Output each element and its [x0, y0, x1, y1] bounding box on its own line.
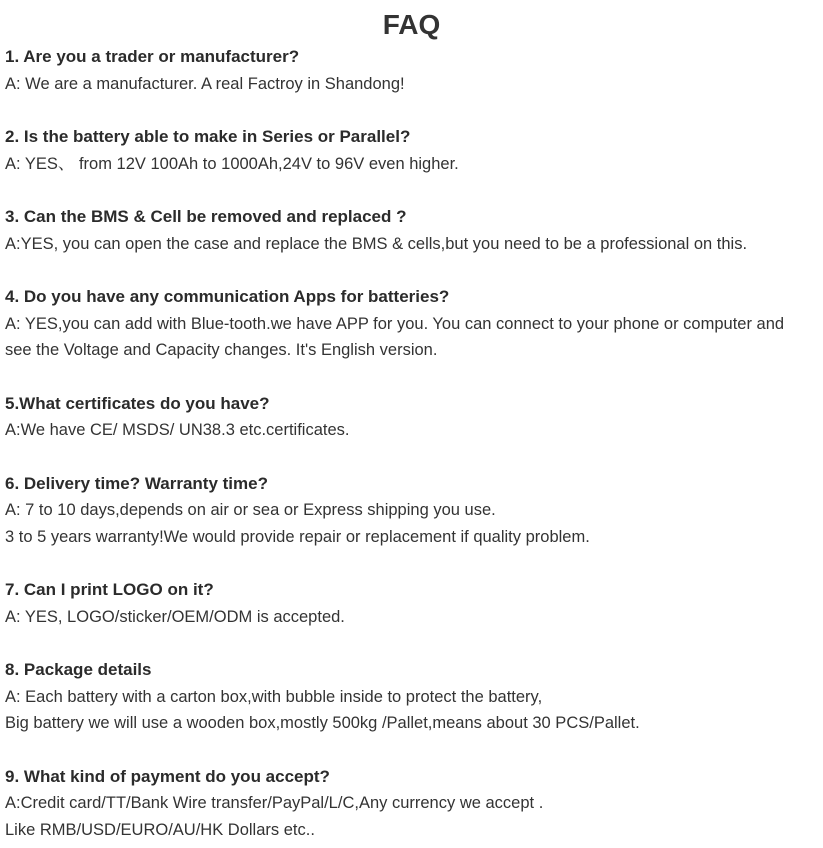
faq-item-6 [5, 471, 817, 578]
spacer [5, 444, 817, 471]
faq-question: 8. Package details [5, 660, 152, 679]
spacer [5, 630, 817, 657]
faq-item-3 [5, 204, 817, 284]
spacer [5, 177, 817, 204]
faq-item-8 [5, 657, 817, 764]
faq-answer: A:YES, you can open the case and replace the BMS & cells,but you need to be a professional on this. [5, 234, 748, 253]
faq-answer-continued: Big battery we will use a wooden box,mostly 500kg /Pallet,means about 30 PCS/Pallet. [5, 714, 640, 732]
faq-item-7 [5, 577, 817, 657]
faq-answer: A: YES, LOGO/sticker/OEM/ODM is accepted. [5, 607, 345, 626]
faq-answer-continued: Like RMB/USD/EURO/AU/HK Dollars etc.. [5, 820, 315, 839]
faq-question: 6. Delivery time? Warranty time? [5, 473, 268, 493]
faq-answer-continued: 3 to 5 years warranty!We would provide repair or replacement if quality problem. [5, 527, 590, 546]
faq-answer: A: We are a manufacturer. A real Factroy in Shandong! [5, 74, 405, 93]
faq-item-5 [5, 391, 817, 471]
faq-item-1 [5, 44, 817, 124]
faq-answer: A:Credit card/TT/Bank Wire transfer/PayPal/L/C,Any currency we accept . [5, 794, 544, 812]
faq-answer: A: Each battery with a carton box,with bubble inside to protect the battery, [5, 687, 543, 706]
spacer [5, 97, 817, 124]
faq-answer: A: 7 to 10 days,depends on air or sea or Express shipping you use. [5, 501, 496, 519]
faq-question: 9. What kind of payment do you accept? [5, 766, 330, 786]
faq-answer: A: YES、 from 12V 100Ah to 1000Ah,24V to 96V even higher. [5, 154, 459, 173]
faq-answer-continued: see the Voltage and Capacity changes. It's English version. [5, 341, 438, 359]
faq-answer: A:We have CE/ MSDS/ UN38.3 etc.certificates. [5, 421, 350, 439]
spacer [5, 550, 817, 577]
faq-item-4 [5, 284, 817, 391]
faq-item-2 [5, 124, 817, 204]
faq-item-9 [5, 764, 817, 844]
faq-question: 2. Is the battery able to make in Series or Parallel? [5, 127, 411, 146]
faq-list [5, 44, 817, 843]
page-title: FAQ [382, 9, 441, 40]
faq-answer: A: YES,you can add with Blue-tooth.we have APP for you. You can connect to your phone or computer and [5, 314, 785, 333]
spacer [5, 257, 817, 284]
faq-question: 5.What certificates do you have? [5, 393, 270, 413]
faq-question: 4. Do you have any communication Apps for batteries? [5, 287, 450, 306]
faq-question: 7. Can I print LOGO on it? [5, 580, 214, 599]
faq-question: 1. Are you a trader or manufacturer? [5, 47, 300, 66]
spacer [5, 737, 817, 764]
faq-question: 3. Can the BMS & Cell be removed and replaced ? [5, 207, 407, 226]
spacer [5, 364, 817, 391]
